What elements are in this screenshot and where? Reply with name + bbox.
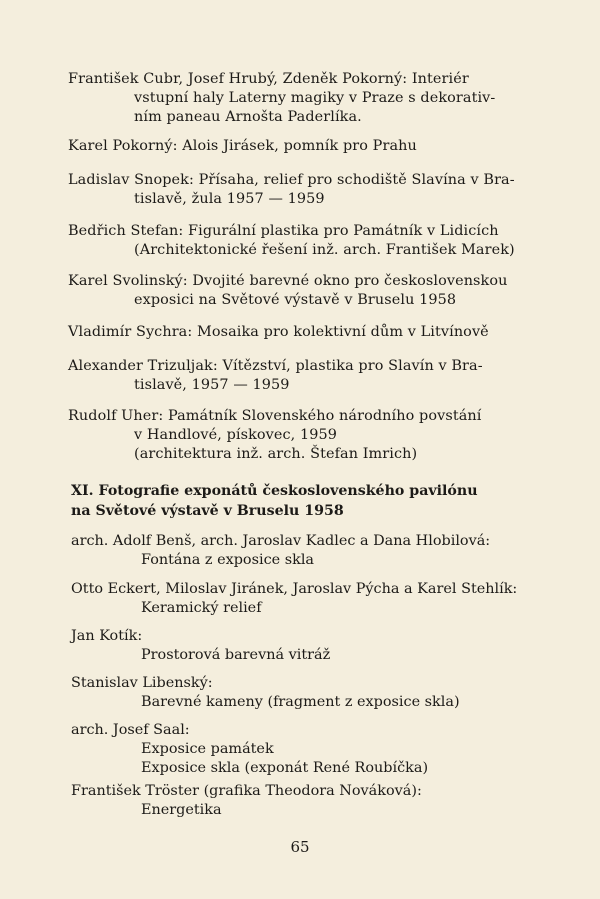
- photo-entry-kotik: [71, 627, 531, 665]
- entry-line: Otto Eckert, Miloslav Jiránek, Jaroslav Pýcha a Karel Stehlík:: [71, 581, 518, 597]
- entry-line: (architektura inž. arch. Štefan Imrich): [134, 446, 418, 462]
- photo-entry-libensky: [71, 674, 531, 712]
- entry-sychra: [68, 323, 518, 342]
- entry-snopek: [68, 171, 518, 209]
- entry-line: Energetika: [141, 802, 222, 818]
- entry-line: Rudolf Uher: Památník Slovenského národního povstání: [68, 408, 482, 424]
- entry-uher: [68, 407, 518, 464]
- entry-pokorny: [68, 137, 518, 156]
- entry-line: ním paneau Arnošta Paderlíka.: [134, 109, 362, 125]
- entry-line: exposici na Světové výstavě v Bruselu 1958: [134, 292, 457, 308]
- entry-line: Stanislav Libenský:: [71, 675, 213, 691]
- entry-trizuljak: [68, 357, 518, 395]
- entry-line: František Tröster (grafika Theodora Nováková):: [71, 783, 422, 799]
- section-heading-line: XI. Fotografie exponátů československého pavilónu: [71, 483, 478, 499]
- entry-line: Alexander Trizuljak: Vítězství, plastika pro Slavín v Bra-: [68, 358, 483, 374]
- entry-line: v Handlové, pískovec, 1959: [134, 427, 338, 443]
- entry-line: Karel Svolinský: Dvojité barevné okno pro československou: [68, 273, 508, 289]
- page-number: 65: [290, 838, 310, 856]
- entry-line: Vladimír Sychra: Mosaika pro kolektivní dům v Litvínově: [68, 324, 489, 340]
- entry-line: arch. Josef Saal:: [71, 722, 190, 738]
- photo-entry-bens: [71, 532, 531, 570]
- entry-line: Prostorová barevná vitráž: [141, 647, 331, 663]
- entry-line: tislavě, 1957 — 1959: [134, 377, 290, 393]
- entry-line: vstupní haly Laterny magiky v Praze s dekorativ-: [134, 90, 496, 106]
- entry-line: Karel Pokorný: Alois Jirásek, pomník pro Prahu: [68, 138, 417, 154]
- entry-cubr: [68, 70, 518, 127]
- entry-svolinsky: [68, 272, 518, 310]
- entry-line: František Cubr, Josef Hrubý, Zdeněk Pokorný: Interiér: [68, 71, 469, 87]
- entry-line: Ladislav Snopek: Přísaha, relief pro schodiště Slavína v Bra-: [68, 172, 515, 188]
- entry-stefan: [68, 222, 518, 260]
- entry-line: Exposice památek: [141, 741, 274, 757]
- entry-line: Fontána z exposice skla: [141, 552, 315, 568]
- entry-line: tislavě, žula 1957 — 1959: [134, 191, 325, 207]
- entry-line: arch. Adolf Benš, arch. Jaroslav Kadlec a Dana Hlobilová:: [71, 533, 491, 549]
- photo-entry-eckert: [71, 580, 531, 618]
- entry-line: Jan Kotík:: [71, 628, 143, 644]
- photo-entry-saal: [71, 721, 531, 778]
- entry-line: Barevné kameny (fragment z exposice skla): [141, 694, 460, 710]
- entry-line: Bedřich Stefan: Figurální plastika pro Památník v Lidicích: [68, 223, 499, 239]
- section-heading: [71, 481, 531, 521]
- entry-line: Keramický relief: [141, 600, 262, 616]
- entry-line: Exposice skla (exponát René Roubíčka): [141, 760, 429, 776]
- photo-entry-troster: [71, 782, 531, 820]
- section-heading-line: na Světové výstavě v Bruselu 1958: [71, 503, 344, 519]
- entry-line: (Architektonické řešení inž. arch. František Marek): [134, 242, 515, 258]
